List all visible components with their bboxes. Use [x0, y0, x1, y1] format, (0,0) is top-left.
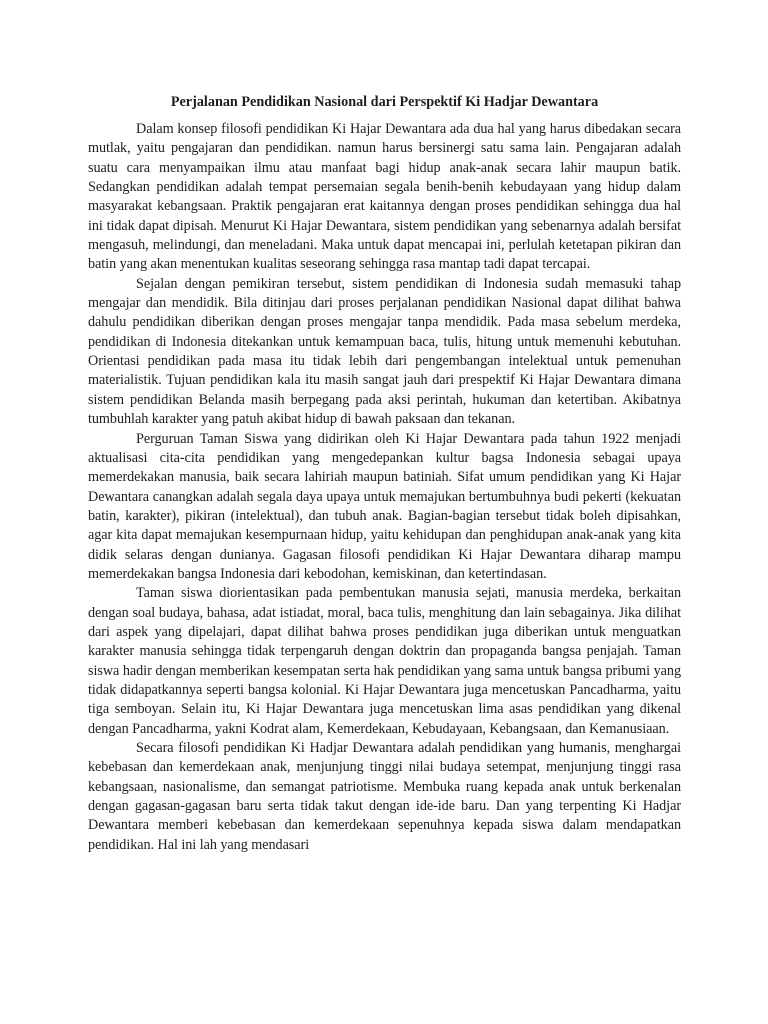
body-paragraph-5: Secara filosofi pendidikan Ki Hadjar Dewantara adalah pendidikan yang humanis, menghargai kebebasan dan kemerdekaan anak, menjunjung tinggi nilai budaya setempat, menjunjung tinggi rasa kebangsaan, nasionalisme, dan semangat patriotisme. Membuka ruang kepada anak untuk berkenalan dengan gagasan-gagasan baru serta tidak takut dengan ide-ide baru. Dan yang terpenting Ki Hadjar Dewantara memberi kebebasan dan kemerdekaan sepenuhnya kepada siswa dalam mendapatkan pendidikan. Hal ini lah yang mendasari [88, 740, 681, 853]
body-paragraph-3: Perguruan Taman Siswa yang didirikan oleh Ki Hajar Dewantara pada tahun 1922 menjadi aktualisasi cita-cita pendidikan yang mengedepankan kultur bagsa Indonesia sebagai upaya memerdekakan manusia, baik secara lahiriah maupun batiniah. Sifat umum pendidikan yang Ki Hajar Dewantara canangkan adalah segala daya upaya untuk memajukan bertumbuhnya budi pekerti (kekuatan batin, karakter), pikiran (intelektual), dan tubuh anak. Bagian-bagian tersebut tidak boleh dipisahkan, agar kita dapat memajukan kesempurnaan hidup, yaitu kehidupan dan penghidupan anak-anak yang kita didik selaras dengan dunianya. Gagasan filosofi pendidikan Ki Hajar Dewantara diharap mampu memerdekakan bangsa Indonesia dari kebodohan, kemiskinan, dan ketertindasan. [88, 430, 681, 582]
body-paragraph-1: Dalam konsep filosofi pendidikan Ki Hajar Dewantara ada dua hal yang harus dibedakan secara mutlak, yaitu pengajaran dan pendidikan. namun harus bersinergi satu sama lain. Pengajaran adalah suatu cara menyampaikan ilmu atau manfaat bagi hidup anak-anak secara lahir maupun batik. Sedangkan pendidikan adalah tempat persemaian segala benih-benih kebudayaan yang hidup dalam masyarakat kebangsaan. Praktik pengajaran erat kaitannya dengan proses pendidikan sehingga dua hal ini tidak dapat dipisah. Menurut Ki Hajar Dewantara, sistem pendidikan yang sebenarnya adalah bersifat mengasuh, melindungi, dan meneladani. Maka untuk dapat mencapai ini, perlulah ketetapan pikiran dan batin yang akan menentukan kualitas seseorang sehingga rasa mantap tadi dapat tercapai. [88, 121, 681, 273]
body-paragraph-4: Taman siswa diorientasikan pada pembentukan manusia sejati, manusia merdeka, berkaitan dengan soal budaya, bahasa, adat istiadat, moral, baca tulis, menghitung dan lain sebagainya. Jika dilihat dari aspek yang dipelajari, dapat dilihat bahwa proses pendidikan juga diberikan untuk menguatkan karakter manusia sehingga tidak terpengaruh dengan doktrin dan propaganda bangsa penjajah. Taman siswa hadir dengan memberikan kesempatan serta hak pendidikan yang sama untuk bangsa pribumi yang tidak didapatkannya seperti bangsa kolonial. Ki Hajar Dewantara juga mencetuskan Pancadharma, yaitu tiga semboyan. Selain itu, Ki Hajar Dewantara juga mencetuskan lima asas pendidikan yang dikenal dengan Pancadharma, yakni Kodrat alam, Kemerdekaan, Kebudayaan, Kebangsaan, dan Kemanusiaan. [88, 585, 681, 737]
body-paragraph-2: Sejalan dengan pemikiran tersebut, sistem pendidikan di Indonesia sudah memasuki tahap mengajar dan mendidik. Bila ditinjau dari proses perjalanan pendidikan Nasional dapat dilihat bahwa dahulu pendidikan diberikan dengan proses mengajar tanpa mendidik. Pada masa sebelum merdeka, pendidikan di Indonesia ditekankan untuk kemampuan baca, tulis, hitung untuk memenuhi kebutuhan. Orientasi pendidikan pada masa itu tidak lebih dari pengembangan intelektual untuk pemenuhan materialistik. Tujuan pendidikan kala itu masih sangat jauh dari prespektif Ki Hajar Dewantara dimana sistem pendidikan Belanda masih berpegang pada aksi perintah, hukuman dan ketertiban. Akibatnya tumbuhlah karakter yang patuh akibat hidup di bawah paksaan dan tekanan. [88, 275, 681, 428]
document-title: Perjalanan Pendidikan Nasional dari Perspektif Ki Hadjar Dewantara [170, 94, 599, 110]
